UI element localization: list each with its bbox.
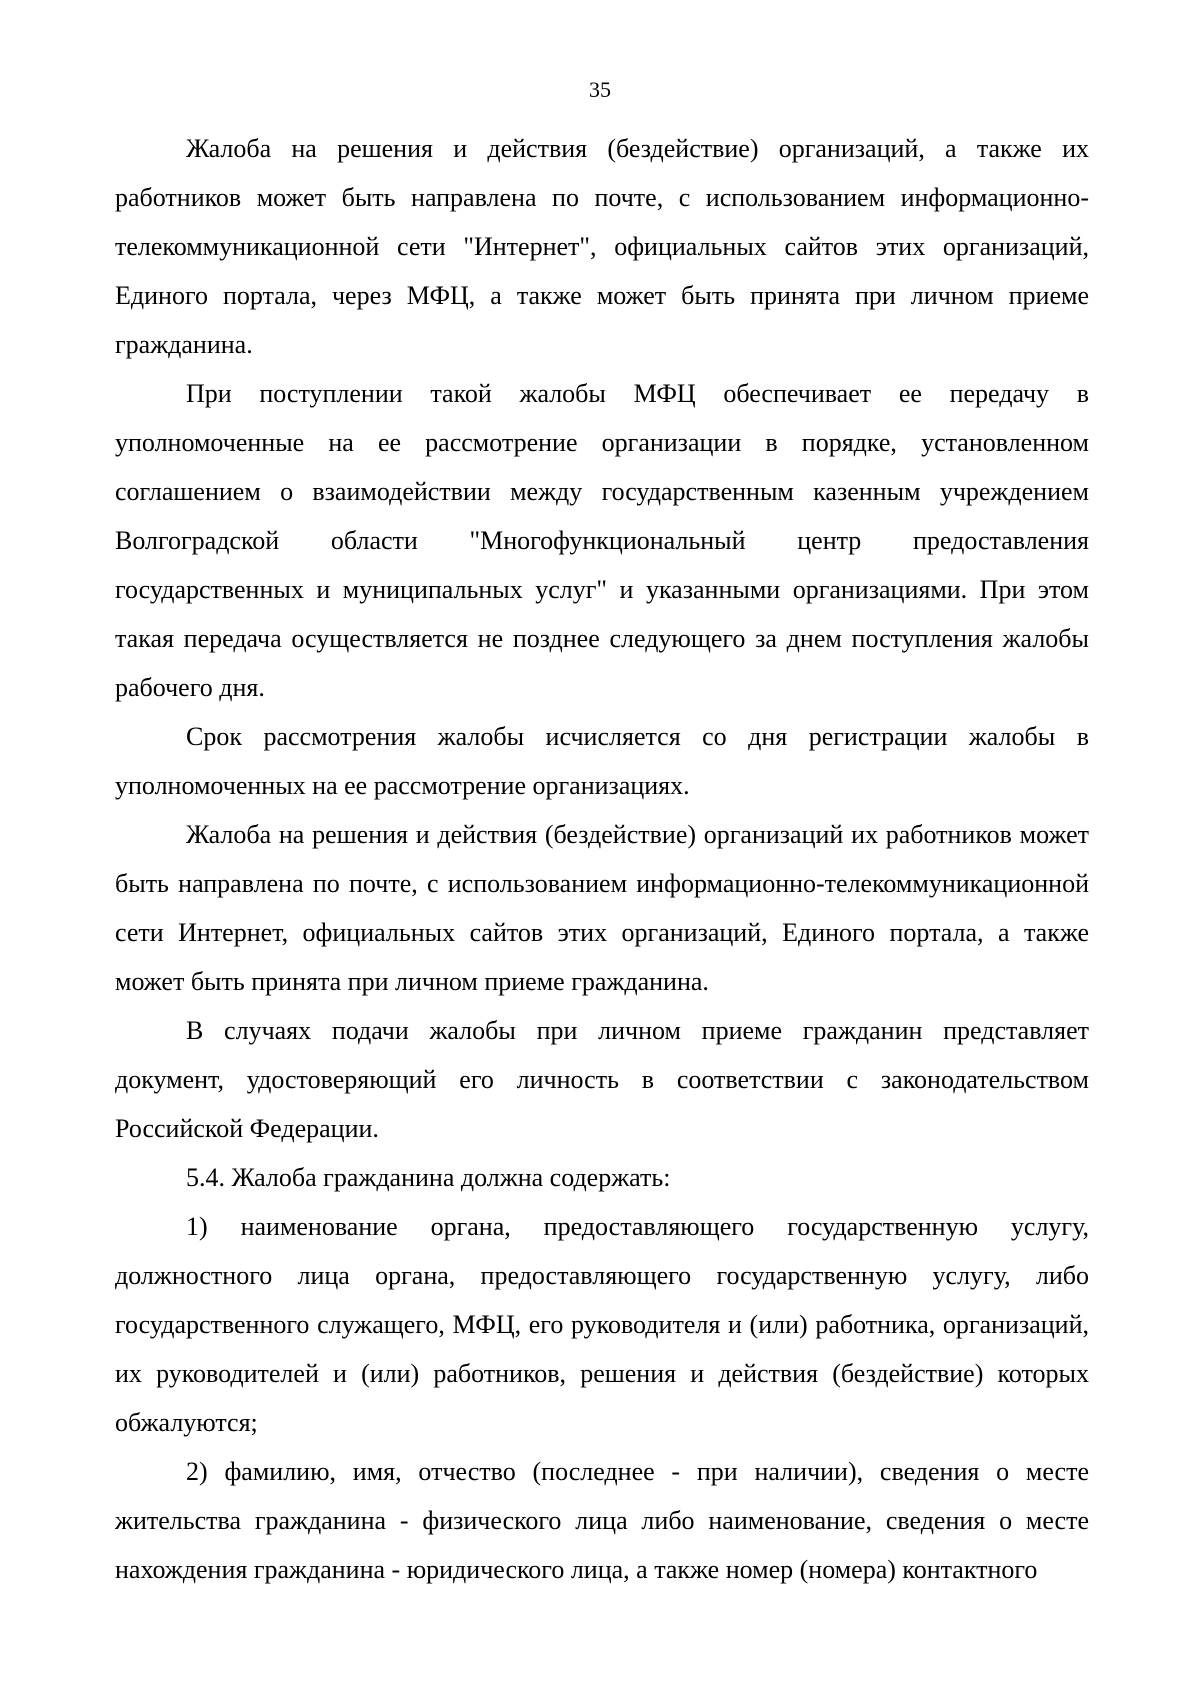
- paragraph-mfc-transfer: При поступлении такой жалобы МФЦ обеспечивает ее передачу в уполномоченные на ее рассмотрение организации в порядке, установленном соглашением о взаимодействии между государственным казенным учреждением Волгоградской области "Многофункциональный центр предоставления государственных и муниципальных услуг" и указанными организациями. При этом такая передача осуществляется не позднее следующего за днем поступления жалобы рабочего дня.: [115, 379, 1089, 702]
- paragraph-complaint-channels-repeat: Жалоба на решения и действия (бездействие) организаций их работников может быть направлена по почте, с использованием информационно-телекоммуникационной сети Интернет, официальных сайтов этих организаций, Единого портала, а также может быть принята при личном приеме гражданина.: [115, 820, 1089, 996]
- page-number: 35: [589, 77, 611, 102]
- list-item-2: 2) фамилию, имя, отчество (последнее - при наличии), сведения о месте жительства гражданина - физического лица либо наименование, сведения о месте нахождения гражданина - юридического лица, а также номер (номера) контактного: [115, 1457, 1089, 1584]
- paragraph-review-period: Срок рассмотрения жалобы исчисляется со дня регистрации жалобы в уполномоченных на ее рассмотрение организациях.: [115, 722, 1089, 800]
- list-item-1: 1) наименование органа, предоставляющего государственную услугу, должностного лица органа, предоставляющего государственную услугу, либо государственного служащего, МФЦ, его руководителя и (или) работника, организаций, их руководителей и (или) работников, решения и действия (бездействие) которых обжалуются;: [115, 1212, 1089, 1437]
- paragraph-personal-reception: В случаях подачи жалобы при личном приеме гражданин представляет документ, удостоверяющий его личность в соответствии с законодательством Российской Федерации.: [115, 1016, 1089, 1143]
- paragraph-complaint-channels: Жалоба на решения и действия (бездействие) организаций, а также их работников может быть направлена по почте, с использованием информационно-телекоммуникационной сети "Интернет", официальных сайтов этих организаций, Единого портала, через МФЦ, а также может быть принята при личном приеме гражданина.: [115, 134, 1089, 359]
- paragraph-section-5-4: 5.4. Жалоба гражданина должна содержать:: [186, 1163, 671, 1192]
- document-body: [115, 124, 1089, 1594]
